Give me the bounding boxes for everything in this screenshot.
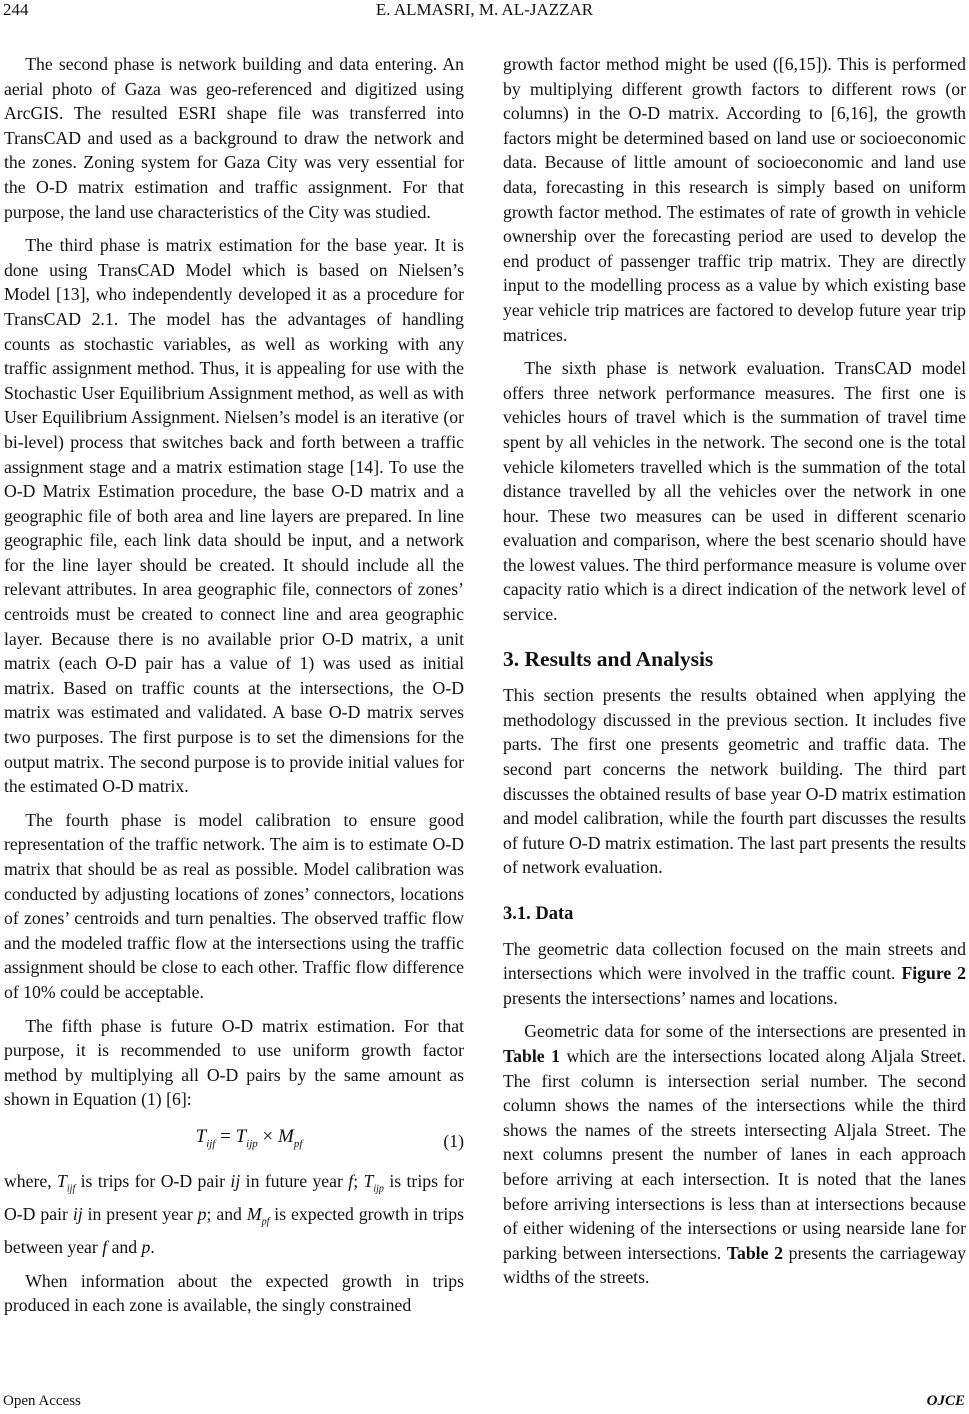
table-1-reference: Table 1 bbox=[503, 1045, 560, 1066]
section-heading: 3. Results and Analysis bbox=[503, 646, 714, 671]
paragraph: Geometric data for some of the intersections are presented in Table 1 which are the intersections located along Aljala Street. The first column is intersection serial number. The second column shows the names of the intersections while the third shows the names of the streets intersecting Aljala Street. The next columns present the number of lanes in each approach before arriving at each intersection. It is noted that the lanes before arriving intersections is less than at intersections because of either widening of the intersections or using nearside lane for parking between intersections. Table 2 presents the carriageway widths of the streets. bbox=[503, 1021, 967, 1288]
paragraph: When information about the expected growth in trips produced in each zone is available, the singly constrained bbox=[4, 1270, 464, 1316]
equation-number: (1) bbox=[443, 1130, 464, 1151]
page-header bbox=[0, 0, 969, 30]
subsection-heading: 3.1. Data bbox=[503, 904, 574, 924]
paragraph: The sixth phase is network evaluation. TransCAD model offers three network performance measures. The first one is vehicles hours of travel which is the summation of travel time spent by all vehicles in the network. The second one is the total vehicle kilometers travelled which is the summation of the total distance travelled by all the vehicles over the network in one hour. These two measures can be used in different scenario evaluation and comparison, where the best scenario should have the lowest values. The third performance measure is volume over capacity ratio which is a direct indication of the network level of service. bbox=[503, 358, 966, 625]
paragraph: The geometric data collection focused on the main streets and intersections which were involved in the traffic count. Figure 2 presents the intersections’ names and locations. bbox=[503, 938, 967, 1008]
paragraph: The fifth phase is future O-D matrix estimation. For that purpose, it is recommended to use uniform growth factor method by multiplying all O-D pairs by the same amount as shown in Equation (1) [6]: bbox=[4, 1015, 464, 1110]
journal-abbrev: OJCE bbox=[926, 1393, 965, 1409]
equation-body: $T_{ijf} = T_{ijp} \times M_{pf}$ bbox=[195, 1126, 303, 1151]
left-column bbox=[4, 52, 464, 1327]
paragraph: The fourth phase is model calibration to ensure good representation of the traffic network. The aim is to estimate O-D matrix that should be as real as possible. Model calibration was conducted by adjusting locations of zones’ connectors, locations of zones’ centroids and turn penalties. The observed traffic flow and the modeled traffic flow at the intersections using the traffic assignment should be close to each other. Traffic flow difference of 10% could be acceptable. bbox=[4, 809, 464, 1002]
table-2-reference: Table 2 bbox=[726, 1242, 783, 1263]
figure-2-reference: Figure 2 bbox=[901, 963, 967, 984]
paragraph: growth factor method might be used ([6,15]). This is performed by multiplying different growth factors to different rows (or columns) in the O-D matrix. According to [6,16], the growth factors might be determined based on land use or socioeconomic data. Because of little amount of socioeconomic and land use data, forecasting in this research is simply based on uniform growth factor method. The estimates of rate of growth in vehicle ownership over the forecasting period are used to develop the end product of passenger traffic trip matrix. They are directly input to the modelling process as a value by which existing base year vehicle trip matrices are factored to develop future year trip matrices. bbox=[503, 54, 966, 345]
where-paragraph: where, $T_{ijf}$ is trips for O-D pair ij in future year f; $T_{ijp}$ is trips for O-D pair ij in present year p; and $M_{pf}$ is expected growth in trips between year f and p. bbox=[4, 1170, 464, 1258]
paragraph: The second phase is network building and data entering. An aerial photo of Gaza was geo-referenced and digitized using ArcGIS. The resulted ESRI shape file was transferred into TransCAD and used as a background to draw the network and the zones. Zoning system for Gaza City was very essential for the O-D matrix estimation and traffic assignment. For that purpose, the land use characteristics of the City was studied. bbox=[4, 54, 464, 222]
running-head: E. ALMASRI, M. AL-JAZZAR bbox=[375, 0, 594, 19]
page-number: 244 bbox=[3, 0, 29, 19]
paragraph: This section presents the results obtained when applying the methodology discussed in the previous section. It includes five parts. The first one presents geometric and traffic data. The second part concerns the network building. The third part discusses the obtained results of base year O-D matrix estimation and model calibration, while the fourth part discusses the results of future O-D matrix estimation. The last part presents the results of network evaluation. bbox=[503, 685, 966, 878]
open-access-label: Open Access bbox=[3, 1393, 81, 1409]
page-footer bbox=[0, 1393, 969, 1413]
equation-1 bbox=[4, 1121, 464, 1161]
paragraph: The third phase is matrix estimation for the base year. It is done using TransCAD Model which is based on Nielsen’s Model [13], who independently developed it as a procedure for TransCAD 2.1. The model has the advantages of handling counts as stochastic variables, as well as working with any traffic assignment method. Thus, it is appealing for use with the Stochastic User Equilibrium Assignment method, as well as with User Equilibrium Assignment. Nielsen’s model is an iterative (or bi-level) process that switches back and forth between a traffic assignment stage and a matrix estimation stage [14]. To use the O-D Matrix Estimation procedure, the base O-D matrix and a geographic file of both area and line layers are prepared. In line geographic file, each link data should be input, and a network for the line layer should be created. It should include all the relevant attributes. In area geographic file, connectors of zones’ centroids must be created to connect line and area geographic layer. Because there is no available prior O-D matrix, a unit matrix (each O-D pair has a value of 1) was used as initial matrix. Based on traffic counts at the intersections, the O-D matrix was estimated and validated. A base O-D matrix serves two purposes. The first purpose is to set the dimensions for the output matrix. The second purpose is to provide initial values for the estimated O-D matrix. bbox=[4, 235, 464, 797]
right-column bbox=[503, 52, 966, 1299]
